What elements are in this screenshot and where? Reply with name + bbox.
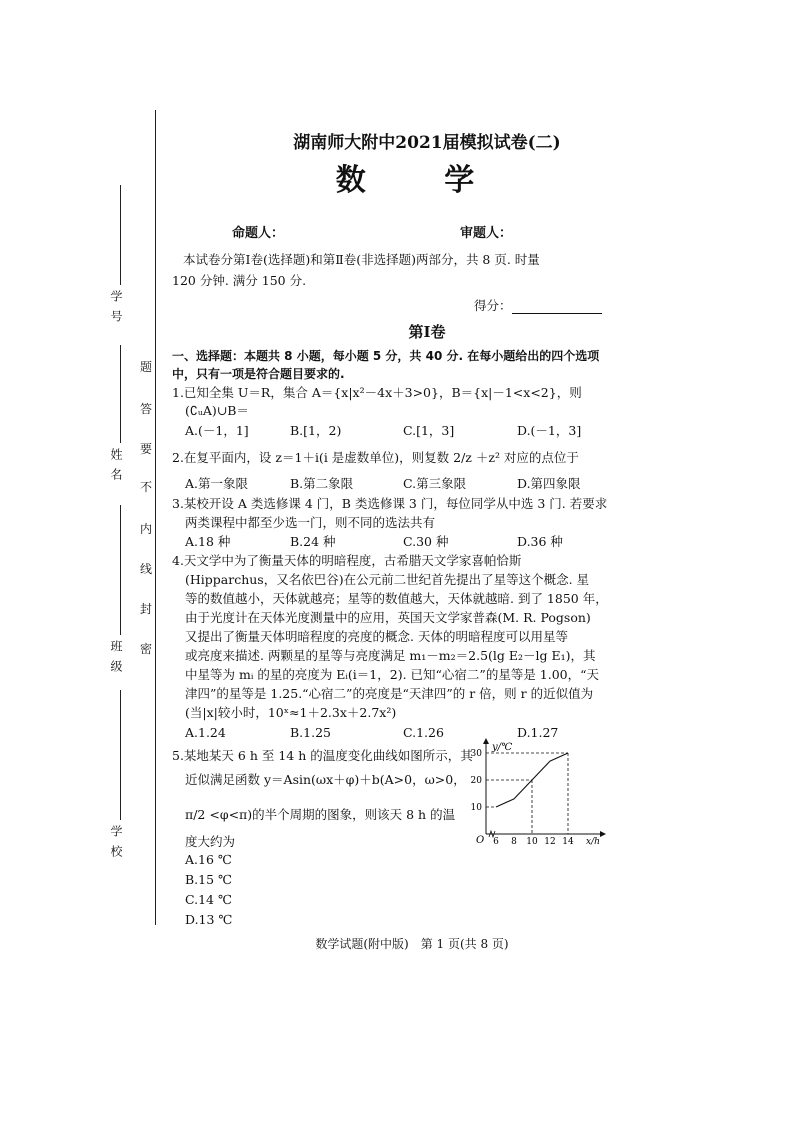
origin-label: O <box>476 835 485 846</box>
option-c[interactable]: C.1.26 <box>403 725 444 740</box>
question-5-text: 近似满足函数 y＝Asin(ωx＋φ)＋b(A>0，ω>0， <box>185 772 466 787</box>
score-field <box>474 296 602 314</box>
seal-char: 不 <box>140 480 153 494</box>
option-b[interactable]: B.24 种 <box>290 534 336 549</box>
page-footer: 数学试题(附中版) 第 1 页(共 8 页) <box>315 937 509 951</box>
option-d[interactable]: D.1.27 <box>517 725 559 740</box>
seal-char: 题 <box>140 360 153 374</box>
seal-char: 答 <box>140 402 153 416</box>
option-b[interactable]: B.[1，2) <box>290 423 342 438</box>
question-4-text: 又提出了衡量天体明暗程度的亮度的概念. 天体的明暗程度可以用星等 <box>185 629 568 644</box>
setter-label: 命题人： <box>232 226 285 241</box>
question-4-text: 4.天文学中为了衡量天体的明暗程度，古希腊天文学家喜帕恰斯 <box>172 553 522 568</box>
option-b[interactable]: B.1.25 <box>290 725 331 740</box>
option-c[interactable]: C.30 种 <box>403 534 449 549</box>
score-input[interactable] <box>512 301 602 314</box>
question-3-text: 3.某校开设 A 类选修课 4 门，B 类选修课 3 门，每位同学从中选 3 门. 若要求 <box>172 496 608 511</box>
exam-title: 湖南师大附中2021届模拟试卷(二) <box>293 133 561 153</box>
student-id-label: 学 号 <box>109 290 123 324</box>
option-c[interactable]: C.[1，3] <box>403 423 455 438</box>
question-5-text: π/2 <φ<π)的半个周期的图象，则该天 8 h 的温 <box>185 807 456 822</box>
option-c[interactable]: C.第三象限 <box>403 476 467 491</box>
section-instruction: 一、选择题：本题共 8 小题，每小题 5 分，共 40 分. 在每小题给出的四个选项 <box>172 349 600 363</box>
seal-char: 密 <box>140 642 153 656</box>
section-instruction: 中，只有一项是符合题目要求的. <box>172 367 345 381</box>
question-1-text: 1.已知全集 U＝R，集合 A＝{x|x²－4x＋3>0}，B＝{x|－1<x<2}，则 <box>172 385 582 400</box>
y-tick-label: 30 <box>470 749 482 759</box>
question-5-text: 度大约为 <box>185 834 236 849</box>
question-4-text: 由于光度计在天体光度测量中的应用，英国天文学家普森(M. R. Pogson) <box>185 610 591 625</box>
x-tick-label: 12 <box>544 837 556 846</box>
question-1-text: (∁ᵤA)∪B＝ <box>185 403 249 418</box>
seal-char: 要 <box>140 442 153 456</box>
x-tick-label: 14 <box>562 837 574 846</box>
intro-line: 本试卷分第Ⅰ卷(选择题)和第Ⅱ卷(非选择题)两部分，共 8 页. 时量 <box>183 252 540 267</box>
option-b[interactable]: B.15 ℃ <box>185 872 233 887</box>
y-tick-label: 20 <box>470 776 482 786</box>
binding-line <box>155 110 156 925</box>
question-4-text: 中星等为 mᵢ 的星的亮度为 Eᵢ(i＝1，2). 已知“心宿二”的星等是 1.00，“天 <box>185 667 600 682</box>
school-label: 学 校 <box>109 825 123 859</box>
option-d[interactable]: D.(－1，3] <box>517 423 582 438</box>
y-tick-label: 10 <box>470 803 482 813</box>
question-4-text: (当|x|较小时，10ˣ≈1＋2.3x＋2.7x²) <box>185 705 397 720</box>
option-a[interactable]: A.(－1，1] <box>185 423 249 438</box>
x-tick-label: 10 <box>526 837 538 846</box>
x-tick-label: 6 <box>493 837 499 846</box>
school-field[interactable] <box>120 690 121 820</box>
name-field[interactable] <box>120 345 121 443</box>
x-axis-label: x/h <box>586 837 600 846</box>
seal-char: 线 <box>140 562 153 576</box>
subject-title: 数 学 <box>335 163 509 198</box>
option-c[interactable]: C.14 ℃ <box>185 892 232 907</box>
option-a[interactable]: A.1.24 <box>185 725 226 740</box>
x-axis-arrow-icon <box>600 831 606 837</box>
class-label: 班 级 <box>109 640 123 674</box>
option-d[interactable]: D.第四象限 <box>517 476 581 491</box>
section-title: 第Ⅰ卷 <box>408 323 446 341</box>
question-4-text: 或亮度来描述. 两颗星的星等与亮度满足 m₁－m₂＝2.5(lg E₂－lg E₁)，其 <box>185 648 596 663</box>
question-3-text: 两类课程中都至少选一门，则不同的选法共有 <box>185 515 436 530</box>
option-d[interactable]: D.13 ℃ <box>185 912 233 927</box>
question-4-text: 等的数值越小，天体就越亮；星等的数值越大，天体就越暗. 到了 1850 年， <box>185 591 608 606</box>
x-tick-label: 8 <box>511 837 517 846</box>
option-a[interactable]: A.18 种 <box>185 534 231 549</box>
student-id-field[interactable] <box>120 185 121 285</box>
question-4-text: (Hipparchus，又名依巴谷)在公元前二世纪首先提出了星等这个概念. 星 <box>185 572 590 587</box>
seal-char: 封 <box>140 602 153 616</box>
y-axis-label: y/℃ <box>492 742 513 753</box>
reviewer-label: 审题人： <box>460 226 513 241</box>
class-field[interactable] <box>120 505 121 635</box>
option-a[interactable]: A.第一象限 <box>185 476 249 491</box>
y-axis-arrow-icon <box>483 738 489 744</box>
option-a[interactable]: A.16 ℃ <box>185 852 232 867</box>
temperature-chart <box>466 738 606 846</box>
question-5-text: 5.某地某天 6 h 至 14 h 的温度变化曲线如图所示，其 <box>172 748 473 763</box>
option-d[interactable]: D.36 种 <box>517 534 563 549</box>
question-4-text: 津四”的星等是 1.25.“心宿二”的亮度是“天津四”的 r 倍，则 r 的近似值为 <box>185 686 594 701</box>
intro-line: 120 分钟. 满分 150 分. <box>172 273 307 288</box>
score-label: 得分： <box>474 298 512 313</box>
question-2-text: 2.在复平面内，设 z＝1＋i(i 是虚数单位)，则复数 2/z ＋z² 对应的点位于 <box>172 450 579 465</box>
option-b[interactable]: B.第二象限 <box>290 476 354 491</box>
name-label: 姓 名 <box>109 448 123 482</box>
seal-char: 内 <box>140 522 153 536</box>
